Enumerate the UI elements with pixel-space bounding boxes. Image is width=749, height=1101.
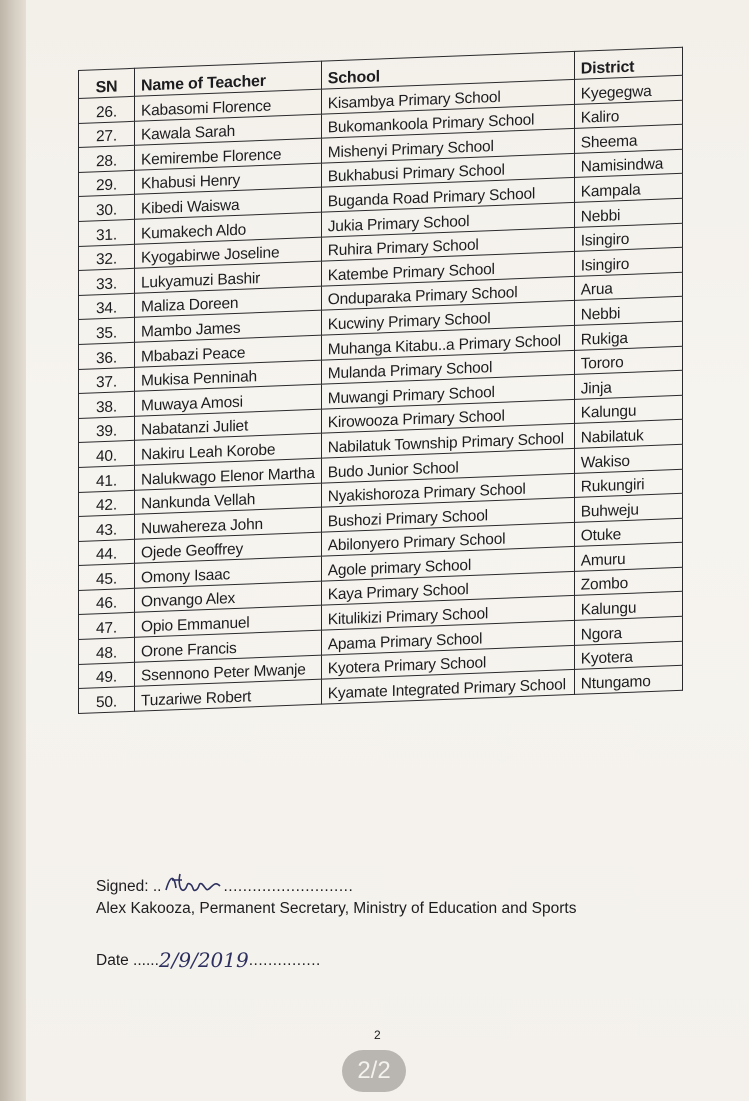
cell-school: Abilonyero Primary School [321,522,574,556]
cell-sn: 37. [79,367,135,394]
cell-district: Isingiro [574,247,682,276]
cell-teacher-name: Kabasomi Florence [135,89,322,121]
cell-teacher-name: Lukyamuzi Bashir [135,261,322,293]
cell-teacher-name: Kumakech Aldo [135,212,322,244]
cell-sn: 27. [79,121,135,148]
cell-teacher-name: Mukisa Penninah [135,360,322,392]
cell-sn: 43. [79,514,135,541]
cell-sn: 30. [79,195,135,222]
cell-school: Jukia Primary School [321,202,574,236]
cell-district: Isingiro [574,223,682,252]
cell-district: Tororo [574,346,682,375]
cell-district: Rukiga [574,321,682,350]
cell-teacher-name: Orone Francis [135,630,322,662]
page-number: 2 [374,1028,381,1042]
cell-teacher-name: Kemirembe Florence [135,138,322,170]
cell-sn: 49. [79,662,135,689]
cell-school: Kyamate Integrated Primary School [321,670,574,704]
cell-school: Buganda Road Primary School [321,178,574,212]
cell-teacher-name: Nabatanzi Juliet [135,409,322,441]
cell-sn: 32. [79,244,135,271]
cell-teacher-name: Onvango Alex [135,581,322,613]
cell-school: Katembe Primary School [321,252,574,286]
cell-teacher-name: Opio Emmanuel [135,606,322,638]
cell-sn: 41. [79,465,135,492]
cell-sn: 42. [79,490,135,517]
cell-school: Nabilatuk Township Primary School [321,424,574,458]
handwritten-signature [162,870,224,896]
header-sn: SN [79,68,135,98]
viewer-page-indicator: 2/2 [342,1050,406,1092]
signatory-title: Alex Kakooza, Permanent Secretary, Ministry of Education and Sports [96,900,577,917]
header-school: School [321,51,574,89]
cell-sn: 44. [79,539,135,566]
cell-teacher-name: Ssennono Peter Mwanje [135,655,322,687]
date-dots: ............... [248,952,321,969]
cell-teacher-name: Kyogabirwe Joseline [135,237,322,269]
cell-sn: 39. [79,416,135,443]
cell-school: Kirowooza Primary School [321,399,574,433]
cell-sn: 34. [79,293,135,320]
cell-sn: 26. [79,96,135,123]
cell-district: Nabilatuk [574,420,682,449]
cell-district: Ntungamo [574,666,682,695]
cell-district: Buhweju [574,493,682,522]
cell-school: Kucwiny Primary School [321,301,574,335]
cell-school: Onduparaka Primary School [321,276,574,310]
cell-teacher-name: Kibedi Waiswa [135,188,322,220]
cell-school: Mulanda Primary School [321,350,574,384]
cell-school: Kyotera Primary School [321,645,574,679]
cell-school: Kitulikizi Primary School [321,596,574,630]
teachers-table [78,47,683,714]
cell-sn: 50. [79,687,135,714]
cell-district: Namisindwa [574,149,682,178]
cell-teacher-name: Tuzariwe Robert [135,679,322,711]
cell-school: Muwangi Primary School [321,375,574,409]
cell-district: Arua [574,272,682,301]
cell-school: Kaya Primary School [321,571,574,605]
cell-sn: 48. [79,637,135,664]
date-label: Date ...... [96,952,159,969]
cell-district: Ngora [574,616,682,645]
cell-teacher-name: Kawala Sarah [135,114,322,146]
cell-district: Otuke [574,518,682,547]
table-body [79,75,683,713]
signed-line [96,870,576,896]
header-district: District [574,47,682,79]
cell-district: Kampala [574,174,682,203]
cell-district: Kalungu [574,395,682,424]
cell-teacher-name: Nalukwago Elenor Martha [135,458,322,490]
cell-district: Amuru [574,543,682,572]
cell-sn: 40. [79,441,135,468]
cell-sn: 31. [79,219,135,246]
cell-district: Kyotera [574,641,682,670]
cell-district: Kaliro [574,100,682,129]
cell-district: Kalungu [574,592,682,621]
cell-sn: 35. [79,318,135,345]
cell-district: Nebbi [574,198,682,227]
cell-district: Zombo [574,567,682,596]
cell-sn: 36. [79,342,135,369]
cell-teacher-name: Mambo James [135,310,322,342]
cell-district: Sheema [574,124,682,153]
header-name: Name of Teacher [135,61,322,96]
cell-school: Bukomankoola Primary School [321,104,574,138]
cell-sn: 28. [79,146,135,173]
signature-block [96,870,576,918]
cell-sn: 38. [79,391,135,418]
cell-school: Nyakishoroza Primary School [321,473,574,507]
cell-school: Budo Junior School [321,448,574,482]
cell-school: Muhanga Kitabu..a Primary School [321,325,574,359]
cell-teacher-name: Nuwahereza John [135,507,322,539]
cell-teacher-name: Muwaya Amosi [135,384,322,416]
cell-school: Bukhabusi Primary School [321,153,574,187]
cell-school: Ruhira Primary School [321,227,574,261]
cell-school: Mishenyi Primary School [321,129,574,163]
cell-school: Apama Primary School [321,620,574,654]
cell-sn: 45. [79,564,135,591]
date-line [96,950,321,970]
cell-district: Rukungiri [574,469,682,498]
cell-teacher-name: Khabusi Henry [135,163,322,195]
cell-district: Wakiso [574,444,682,473]
cell-school: Kisambya Primary School [321,79,574,113]
cell-sn: 47. [79,613,135,640]
cell-district: Kyegegwa [574,75,682,104]
cell-teacher-name: Maliza Doreen [135,286,322,318]
cell-teacher-name: Mbabazi Peace [135,335,322,367]
signed-label: Signed: .. [96,878,162,895]
cell-sn: 33. [79,268,135,295]
cell-sn: 29. [79,170,135,197]
handwritten-date: 2/9/2019 [158,948,249,972]
cell-teacher-name: Omony Isaac [135,556,322,588]
signed-dots: ........................... [223,878,354,895]
cell-teacher-name: Ojede Geoffrey [135,532,322,564]
cell-school: Agole primary School [321,547,574,581]
cell-district: Nebbi [574,297,682,326]
cell-sn: 46. [79,588,135,615]
cell-school: Bushozi Primary School [321,498,574,532]
cell-teacher-name: Nakiru Leah Korobe [135,433,322,465]
scan-binding-edge [0,0,26,1101]
cell-teacher-name: Nankunda Vellah [135,483,322,515]
cell-district: Jinja [574,370,682,399]
